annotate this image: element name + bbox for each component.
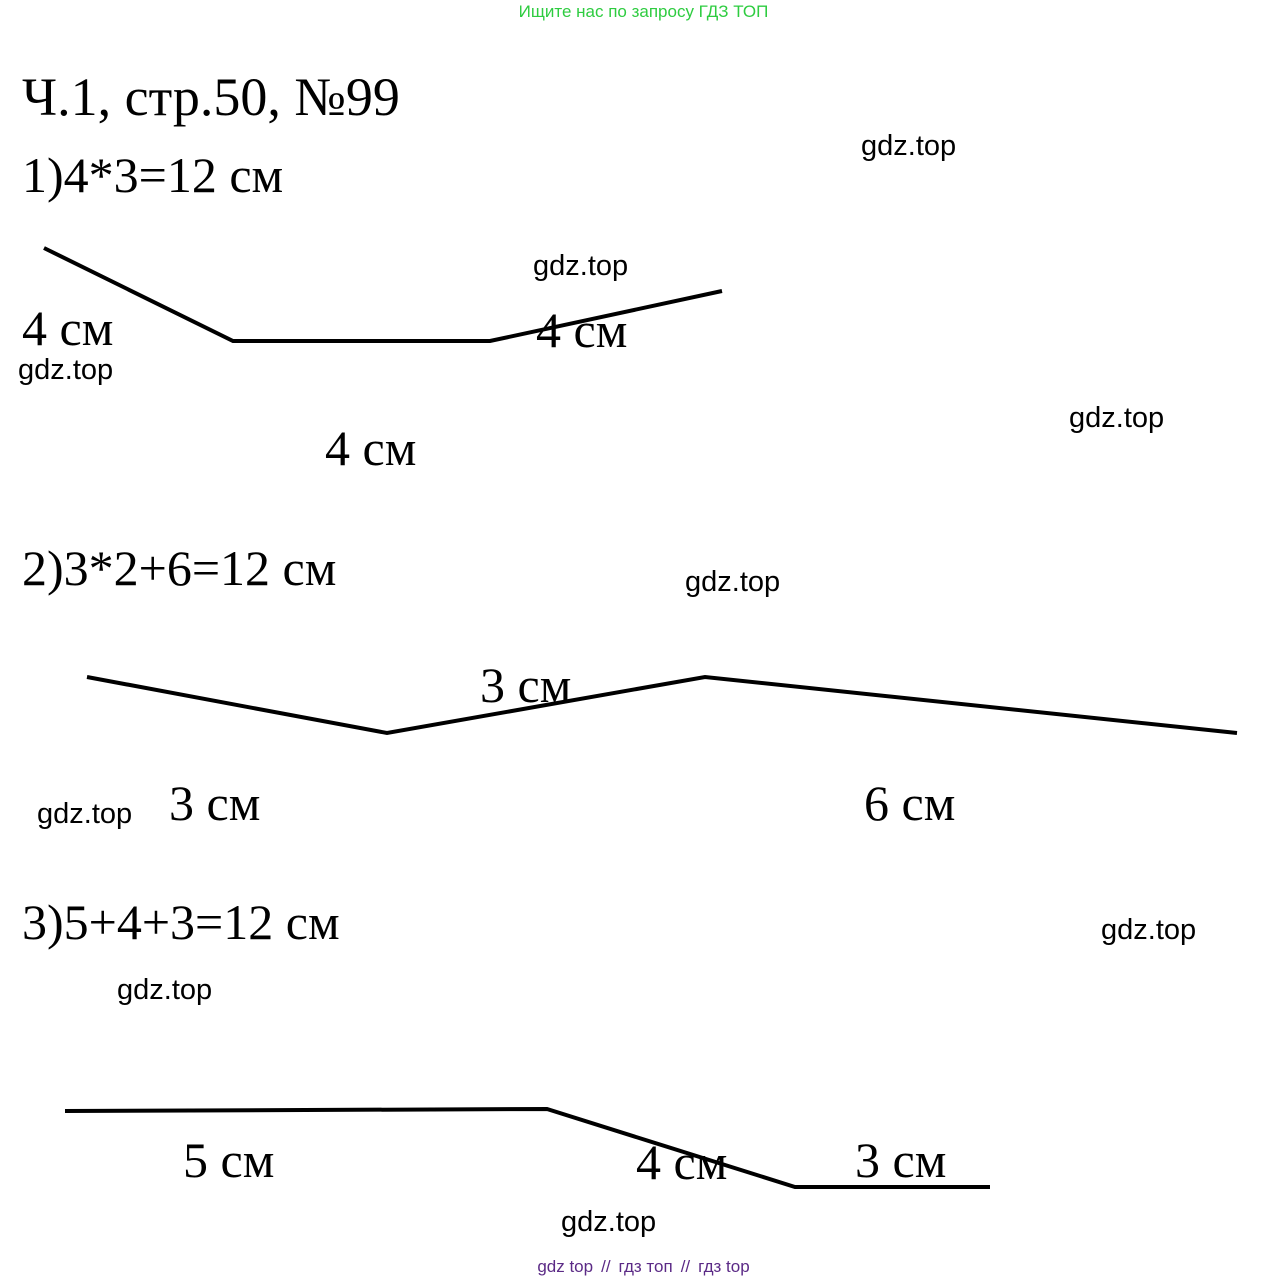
segment-label-1a: 4 см — [22, 300, 114, 356]
footer-link-gdz-top-ru[interactable]: гдз топ — [618, 1257, 673, 1276]
watermark: gdz.top — [18, 354, 114, 386]
watermark: gdz.top — [561, 1206, 657, 1238]
equation-2: 2)3*2+6=12 см — [22, 540, 337, 596]
watermark: gdz.top — [1101, 914, 1197, 946]
segment-label-3a: 5 см — [183, 1132, 275, 1188]
watermark: gdz.top — [37, 798, 133, 830]
footer-link-gdz-top[interactable]: gdz top — [537, 1257, 594, 1276]
segment-label-1b: 4 см — [536, 302, 628, 358]
segment-label-2b: 3 см — [480, 657, 572, 713]
watermark: gdz.top — [861, 130, 957, 162]
segment-label-3b: 4 см — [636, 1134, 728, 1190]
page-title: Ч.1, стр.50, №99 — [22, 67, 400, 127]
top-banner: Ищите нас по запросу ГДЗ ТОП — [518, 2, 769, 21]
watermark: gdz.top — [685, 566, 781, 598]
footer-link-gdz-top-mixed[interactable]: гдз top — [698, 1257, 750, 1276]
footer-separator: // — [601, 1257, 611, 1276]
segment-label-3c: 3 см — [855, 1132, 947, 1188]
watermark: gdz.top — [1069, 402, 1165, 434]
segment-label-1c: 4 см — [325, 420, 417, 476]
watermark: gdz.top — [117, 974, 213, 1006]
watermark: gdz.top — [533, 250, 629, 282]
broken-line-2 — [87, 677, 1237, 733]
equation-3: 3)5+4+3=12 см — [22, 894, 340, 950]
footer-separator: // — [680, 1257, 691, 1276]
footer-links — [0, 1258, 1287, 1275]
equation-1: 1)4*3=12 см — [22, 147, 284, 203]
segment-label-2a: 3 см — [169, 775, 261, 831]
segment-label-2c: 6 см — [864, 775, 956, 831]
